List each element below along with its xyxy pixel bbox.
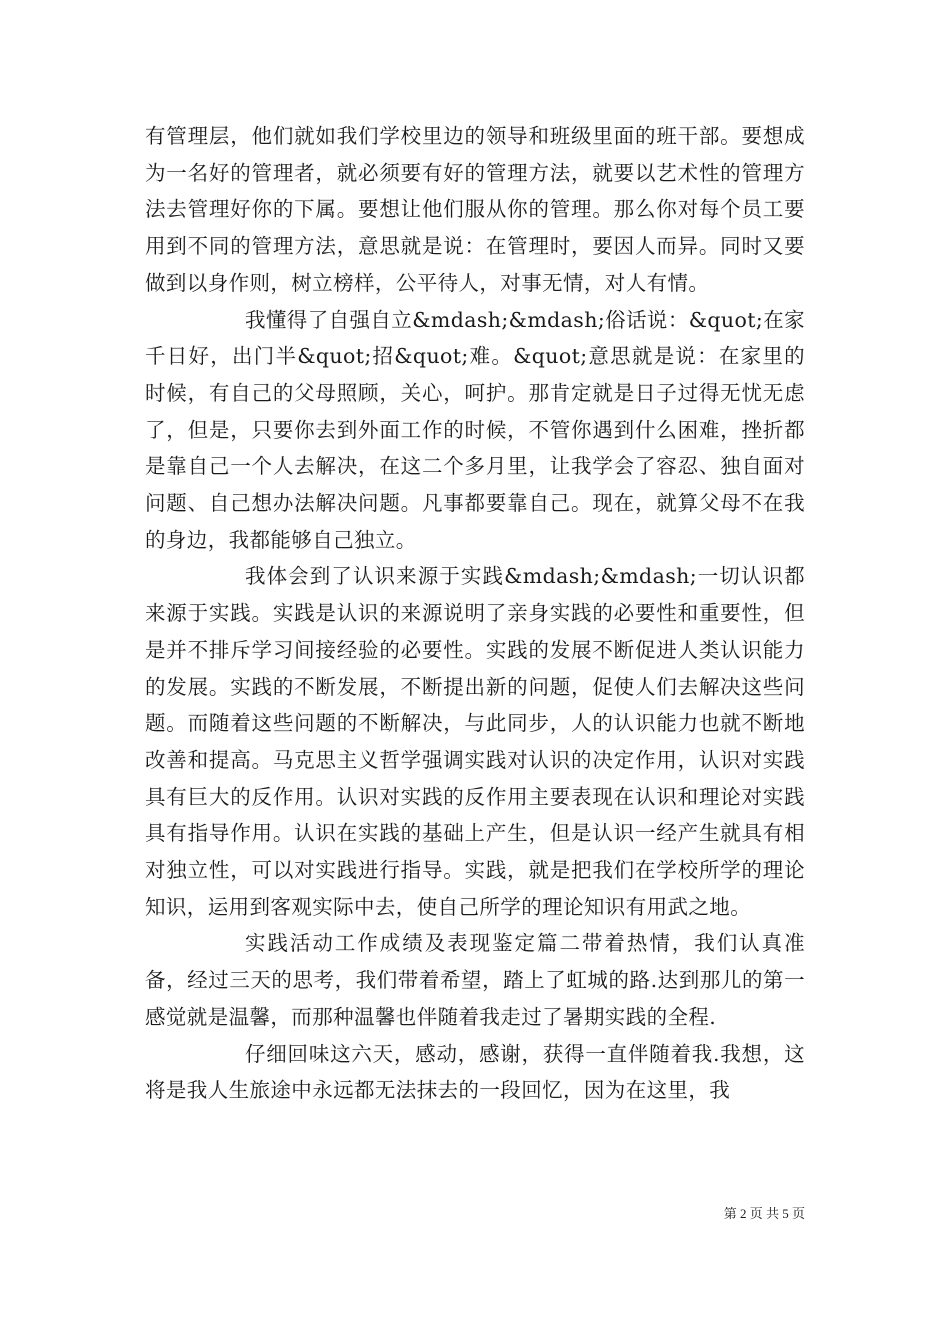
paragraph-5: 仔细回味这六天，感动，感谢，获得一直伴随着我.我想，这将是我人生旅途中永远都无法抹去的一段回忆，因为在这里，我 bbox=[145, 1041, 805, 1103]
document-body bbox=[145, 118, 805, 1109]
paragraph-4: 实践活动工作成绩及表现鉴定篇二带着热情，我们认真准备，经过三天的思考，我们带着希望，踏上了虹城的路.达到那儿的第一感觉就是温馨，而那种温馨也伴随着我走过了暑期实践的全程. bbox=[145, 931, 805, 1029]
page-number-footer: 第 2 页 共 5 页 bbox=[723, 1206, 805, 1221]
paragraph-2: 我懂得了自强自立&mdash;&mdash;俗话说：&quot;在家千日好，出门半&quot;招&quot;难。&quot;意思就是说：在家里的时候，有自己的父母照顾，关心，呵护。那肯定就是日子过得无忧无虑了，但是，只要你去到外面工作的时候，不管你遇到什么困难，挫折都是靠自己一个人去解决，在这二个多月里，让我学会了容忍、独自面对问题、自己想办法解决问题。凡事都要靠自己。现在，就算父母不在我的身边，我都能够自己独立。 bbox=[145, 307, 805, 552]
paragraph-1: 有管理层，他们就如我们学校里边的领导和班级里面的班干部。要想成为一名好的管理者，就必须要有好的管理方法，就要以艺术性的管理方法去管理好你的下属。要想让他们服从你的管理。那么你对每个员工要用到不同的管理方法，意思就是说：在管理时，要因人而异。同时又要做到以身作则，树立榜样，公平待人，对事无情，对人有情。 bbox=[145, 124, 805, 295]
paragraph-3: 我体会到了认识来源于实践&mdash;&mdash;一切认识都来源于实践。实践是认识的来源说明了亲身实践的必要性和重要性，但是并不排斥学习间接经验的必要性。实践的发展不断促进人类认识能力的发展。实践的不断发展，不断提出新的问题，促使人们去解决这些问题。而随着这些问题的不断解决，与此同步，人的认识能力也就不断地改善和提高。马克思主义哲学强调实践对认识的决定作用，认识对实践具有巨大的反作用。认识对实践的反作用主要表现在认识和理论对实践具有指导作用。认识在实践的基础上产生，但是认识一经产生就具有相对独立性，可以对实践进行指导。实践，就是把我们在学校所学的理论知识，运用到客观实际中去，使自己所学的理论知识有用武之地。 bbox=[145, 564, 805, 919]
